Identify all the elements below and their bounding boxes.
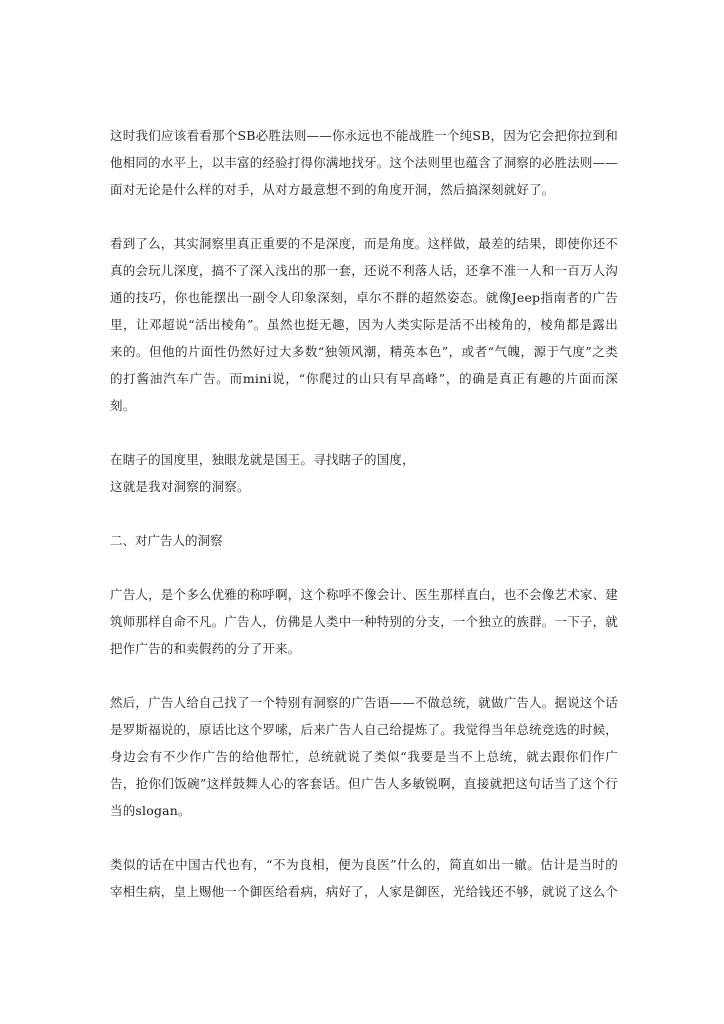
- paragraph-sb-rule: 这时我们应该看看那个SB必胜法则——你永远也不能战胜一个纯SB，因为它会把你拉到和他相同的水平上，以丰富的经验打得你满地找牙。这个法则里也蕴含了洞察的必胜法则——面对无论是什么样的对手，从对方最意想不到的角度开洞，然后搞深刻就好了。: [110, 128, 619, 197]
- paragraph-angle-insight: 看到了么，其实洞察里真正重要的不是深度，而是角度。这样做，最差的结果，即使你还不真的会玩儿深度，搞不了深入浅出的那一套，还说不利落人话，还拿不准一人和一百万人沟通的技巧，你也能摆出一副令人印象深刻，卓尔不群的超然姿态。就像Jeep指南者的广告里，让邓超说“活出棱角”。虽然也挺无趣，因为人类实际是活不出棱角的，棱角都是露出来的。但他的片面性仍然好过大多数“独领风潮，精英本色”，或者“气魄，源于气度”之类的打酱油汽车广告。而mini说，“你爬过的山只有早高峰”，的确是真正有趣的片面而深刻。: [110, 236, 619, 413]
- paragraph-ancient-china: 类似的话在中国古代也有，“不为良相，便为良医”什么的，简直如出一辙。估计是当时的宰相生病，皇上赐他一个御医给看病，病好了，人家是御医，光给钱还不够，就说了这么个: [110, 857, 619, 899]
- paragraph-roosevelt-slogan: 然后，广告人给自己找了一个特别有洞察的广告语——不做总统，就做广告人。据说这个话是罗斯福说的，原话比这个罗嗦，后来广告人自己给提炼了。我觉得当年总统竞选的时候，身边会有不少作广告的给他帮忙，总统就说了类似“我要是当不上总统，就去跟你们作广告，抢你们饭碗”这样鼓舞人心的客套话。但广告人多敏锐啊，直接就把这句话当了这个行当的slogan。: [110, 695, 619, 818]
- section-heading: 二、对广告人的洞察: [110, 533, 223, 548]
- paragraph-spacer: [110, 203, 618, 230]
- paragraph-spacer: [110, 824, 618, 851]
- paragraph-one-eyed-king: 在瞎子的国度里，独眼龙就是国王。寻找瞎子的国度， 这就是我对洞察的洞察。: [110, 452, 415, 494]
- document-body: [110, 122, 618, 905]
- paragraph-ad-people: 广告人，是个多么优雅的称呼啊，这个称呼不像会计、医生那样直白，也不会像艺术家、建筑师那样自命不凡。广告人，仿佛是人类中一种特别的分支，一个独立的族群。一下子，就把作广告的和卖假药的分了开来。: [110, 587, 619, 656]
- paragraph-spacer: [110, 500, 618, 527]
- paragraph-spacer: [110, 662, 618, 689]
- paragraph-spacer: [110, 554, 618, 581]
- paragraph-spacer: [110, 419, 618, 446]
